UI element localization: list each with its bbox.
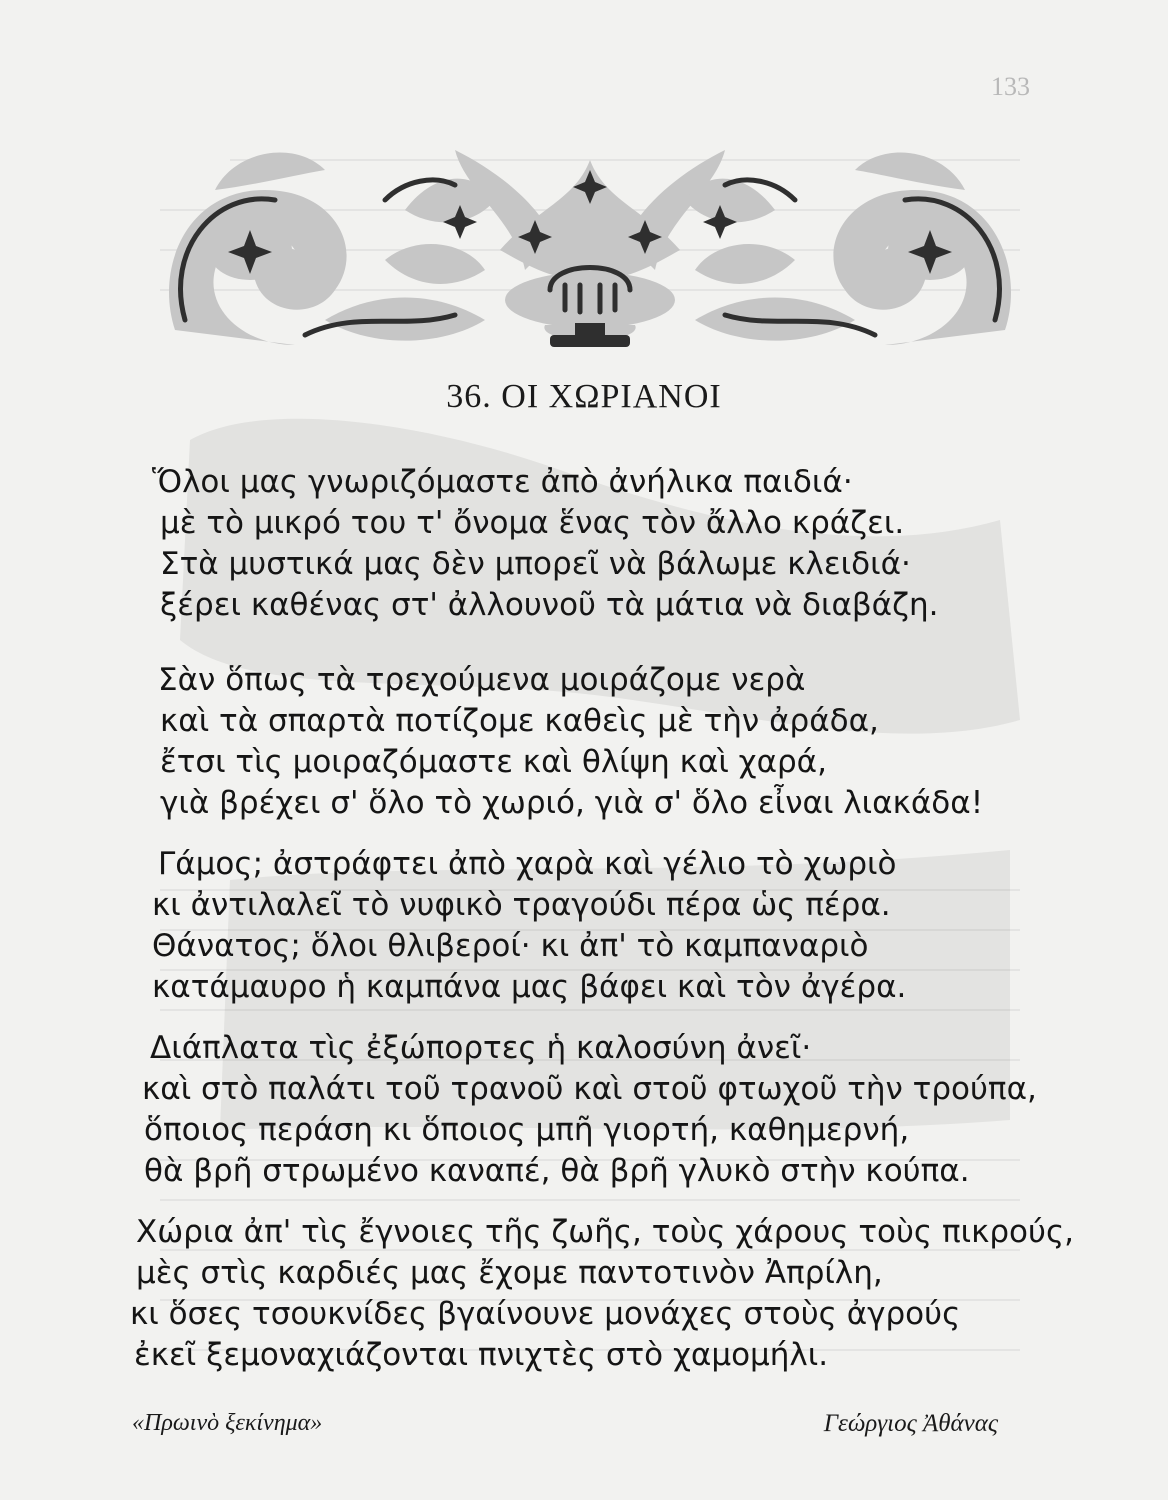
source-title: «Πρωινὸ ξεκίνημα» — [132, 1410, 323, 1436]
poem-line: κι ἀντιλαλεῖ τὸ νυφικὸ τραγούδι πέρα ὡς πέρα. — [152, 887, 891, 923]
poem-line: ἐκεῖ ξεμοναχιάζονται πνιχτὲς στὸ χαμομήλι. — [134, 1337, 829, 1373]
stanza — [0, 1212, 1168, 1376]
attribution — [0, 1410, 1168, 1450]
stanza — [0, 462, 1168, 626]
stanza — [0, 1028, 1168, 1192]
author-name: Γεώργιος Ἀθάνας — [823, 1410, 998, 1437]
poem-line: γιὰ βρέχει σ' ὅλο τὸ χωριό, γιὰ σ' ὅλο εἶναι λιακάδα! — [160, 785, 984, 821]
poem-line: κατάμαυρο ἡ καμπάνα μας βάφει καὶ τὸν ἀγέρα. — [152, 969, 907, 1005]
poem-line: κι ὅσες τσουκνίδες βγαίνουνε μονάχες στοὺς ἀγρούς — [130, 1296, 961, 1332]
poem-line: Γάμος; ἀστράφτει ἀπὸ χαρὰ καὶ γέλιο τὸ χωριὸ — [158, 846, 897, 882]
poem-line: μὲ τὸ μικρό του τ' ὄνομα ἕνας τὸν ἄλλο κράζει. — [160, 505, 905, 541]
poem-line: ἔτσι τὶς μοιραζόμαστε καὶ θλίψη καὶ χαρά, — [160, 744, 827, 780]
stanza — [0, 844, 1168, 1008]
poem-line: ὅποιος περάση κι ὅποιος μπῆ γιορτή, καθημερνή, — [144, 1112, 910, 1148]
poem-line: Σὰν ὅπως τὰ τρεχούμενα μοιράζομε νερὰ — [158, 662, 806, 698]
poem — [0, 462, 1168, 1396]
floral-vase-ornament-icon — [155, 130, 1025, 370]
poem-line: Στὰ μυστικά μας δὲν μπορεῖ νὰ βάλωμε κλειδιά· — [160, 546, 911, 582]
poem-line: καὶ στὸ παλάτι τοῦ τρανοῦ καὶ στοῦ φτωχοῦ τὴν τρούπα, — [142, 1071, 1037, 1107]
poem-line: θὰ βρῆ στρωμένο καναπέ, θὰ βρῆ γλυκὸ στὴν κούπα. — [144, 1153, 970, 1189]
poem-line: Διάπλατα τὶς ἐξώπορτες ἡ καλοσύνη ἀνεῖ· — [150, 1030, 812, 1066]
page-title: 36. ΟΙ ΧΩΡΙΑΝΟΙ — [446, 378, 722, 415]
page-number: 133 — [991, 72, 1030, 101]
poem-line: καὶ τὰ σπαρτὰ ποτίζομε καθεὶς μὲ τὴν ἀράδα, — [160, 703, 879, 739]
poem-line: Ὅλοι μας γνωριζόμαστε ἀπὸ ἀνήλικα παιδιά· — [152, 464, 853, 500]
stanza — [0, 660, 1168, 824]
poem-line: ξέρει καθένας στ' ἀλλουνοῦ τὰ μάτια νὰ διαβάζη. — [160, 587, 939, 623]
poem-line: Χώρια ἀπ' τὶς ἔγνοιες τῆς ζωῆς, τοὺς χάρους τοὺς πικρούς, — [136, 1214, 1074, 1250]
poem-line: Θάνατος; ὅλοι θλιβεροί· κι ἀπ' τὸ καμπαναριὸ — [152, 928, 869, 964]
poem-line: μὲς στὶς καρδιές μας ἔχομε παντοτινὸν Ἀπρίλη, — [136, 1255, 883, 1291]
